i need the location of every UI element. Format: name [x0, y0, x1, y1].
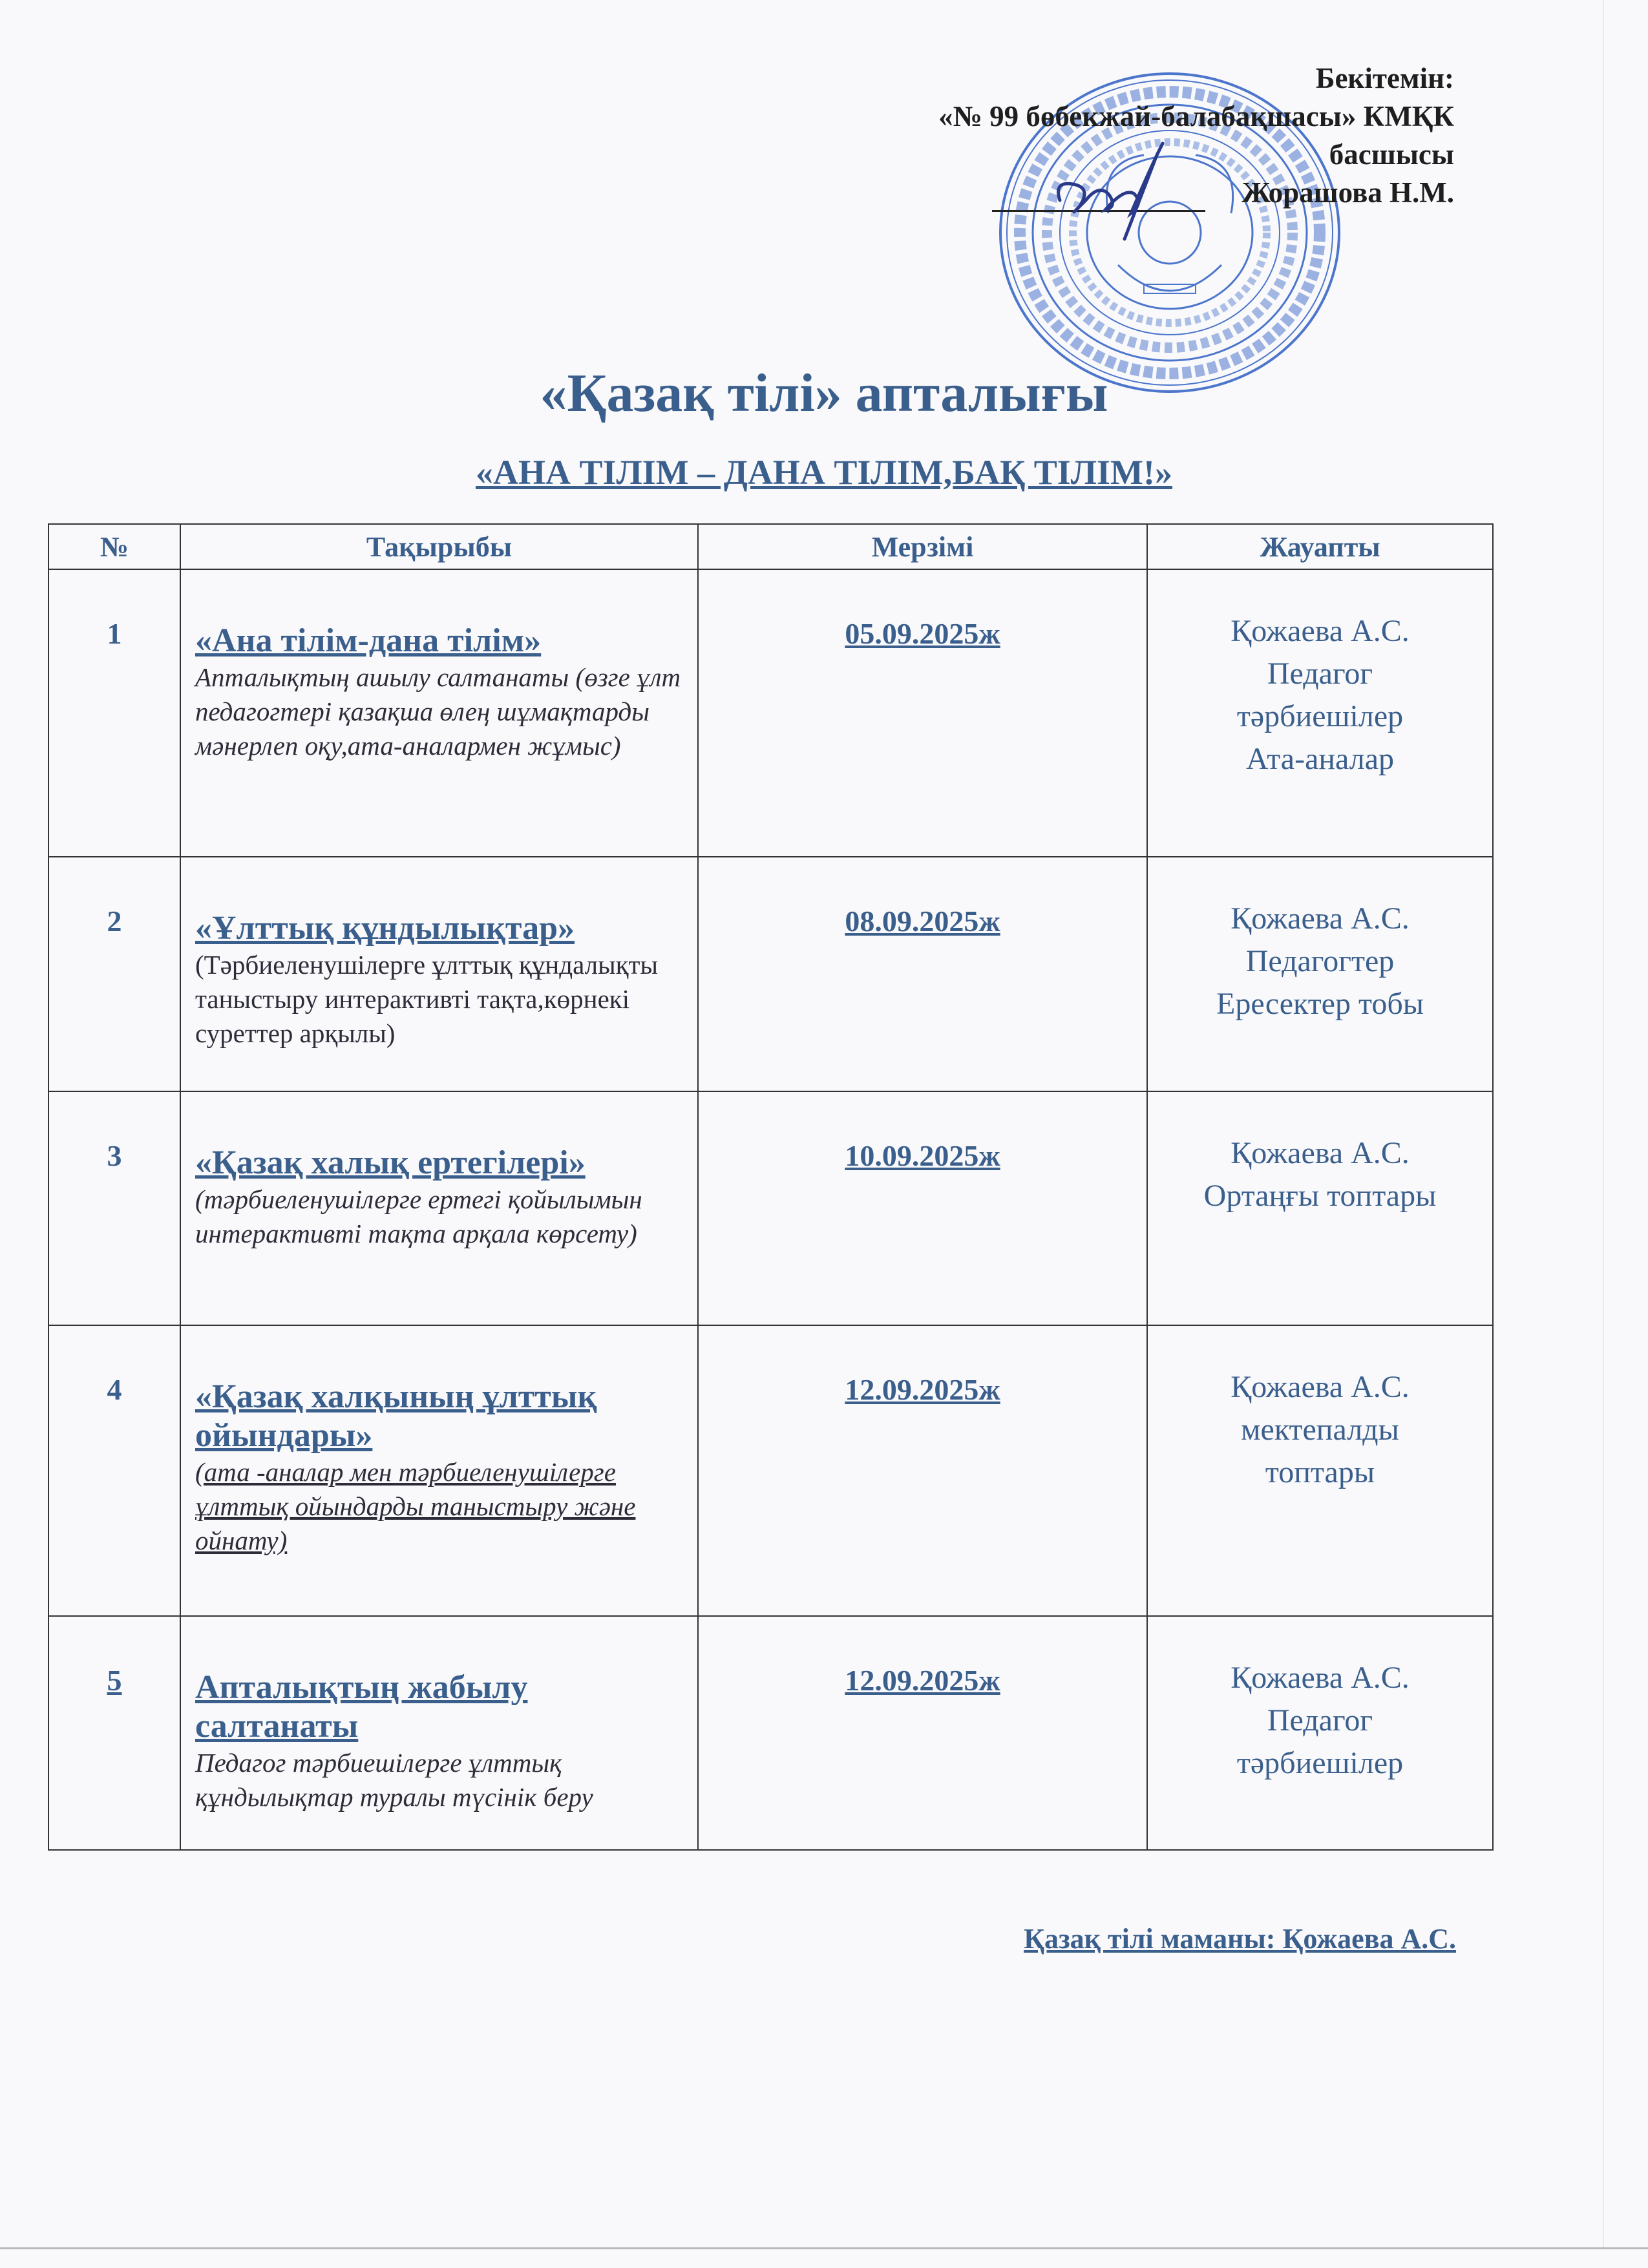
date-cell: 05.09.2025ж: [698, 569, 1147, 857]
approval-line-2: «№ 99 бөбекжай-балабақшасы» КМҚК: [938, 100, 1454, 132]
responsible-line: Ортаңғы топтары: [1203, 1179, 1437, 1213]
approval-line-4: Жорашова Н.М.: [1241, 176, 1454, 209]
table-row: [48, 1325, 1493, 1616]
topic-description: Апталықтың ашылу салтанаты (өзге ұлт педагогтері қазақша өлең шұмақтарды мәнерлеп оқу,ата-аналармен жұмыс): [195, 662, 681, 761]
topic-title: Апталықтың жабылу салтанаты: [195, 1669, 528, 1745]
topic-title: «Қазақ халқының ұлттық ойындары»: [195, 1378, 597, 1454]
topic-title: «Ана тілім-дана тілім»: [195, 622, 542, 659]
topic-cell: [180, 1325, 698, 1616]
footer-specialist: Қазақ тілі маманы: Қожаева А.С.: [1024, 1923, 1456, 1955]
responsible-cell: [1147, 857, 1493, 1091]
responsible-line: Қожаева А.С.: [1231, 1661, 1410, 1695]
date-cell: 10.09.2025ж: [698, 1091, 1147, 1325]
row-number: 3: [48, 1091, 180, 1325]
header-date: Мерзімі: [698, 524, 1147, 569]
topic-description: (Тәрбиеленушілерге ұлттық құндалықты таныстыру интерактивті тақта,көрнекі суреттер арқылы): [195, 950, 659, 1048]
topic-cell: [180, 1091, 698, 1325]
table-header-row: [48, 524, 1493, 569]
row-number: 2: [48, 857, 180, 1091]
responsible-line: тәрбиешілер: [1236, 699, 1404, 733]
header-number: №: [48, 524, 180, 569]
row-number: 1: [48, 569, 180, 857]
responsible-line: тәрбиешілер: [1236, 1746, 1404, 1780]
topic-cell: [180, 857, 698, 1091]
header-responsible: Жауапты: [1147, 524, 1493, 569]
responsible-line: топтары: [1265, 1455, 1375, 1489]
topic-title: «Ұлттық құндылықтар»: [195, 910, 575, 947]
approval-block: [938, 59, 1454, 212]
table-row: [48, 1091, 1493, 1325]
table-row: [48, 569, 1493, 857]
topic-description: (тәрбиеленушілерге ертегі қойылымын интерактивті тақта арқала көрсету): [195, 1184, 642, 1248]
date-cell: 12.09.2025ж: [698, 1325, 1147, 1616]
table-row: [48, 1616, 1493, 1850]
responsible-cell: [1147, 1091, 1493, 1325]
responsible-line: Педагог: [1267, 656, 1373, 691]
approval-line-3: басшысы: [1329, 138, 1454, 171]
schedule-table: [48, 523, 1494, 1851]
responsible-line: Педагогтер: [1245, 944, 1395, 978]
responsible-cell: [1147, 1616, 1493, 1850]
responsible-line: Педагог: [1267, 1703, 1373, 1738]
topic-cell: [180, 569, 698, 857]
table-row: [48, 857, 1493, 1091]
signature-icon: [1047, 129, 1189, 246]
page-edge: [0, 2247, 1648, 2249]
topic-description: (ата -аналар мен тәрбиеленушілерге ұлттық ойындарды таныстыру және ойнату): [195, 1457, 636, 1555]
page-edge-right: [1603, 0, 1604, 2247]
row-number: 5: [48, 1616, 180, 1850]
topic-title: «Қазақ халық ертегілері»: [195, 1144, 586, 1181]
responsible-line: Қожаева А.С.: [1231, 1370, 1410, 1404]
approval-line-1: Бекітемін:: [1315, 62, 1454, 94]
topic-description: Педагог тәрбиешілерге ұлттық құндылықтар туралы түсінік беру: [195, 1748, 593, 1812]
page-subtitle: «АНА ТІЛІМ – ДАНА ТІЛІМ,БАҚ ТІЛІМ!»: [475, 453, 1173, 492]
date-cell: 12.09.2025ж: [698, 1616, 1147, 1850]
date-cell: 08.09.2025ж: [698, 857, 1147, 1091]
row-number: 4: [48, 1325, 180, 1616]
page-title: «Қазақ тілі» апталығы: [540, 363, 1108, 423]
responsible-line: мектепалды: [1241, 1412, 1399, 1447]
header-topic: Тақырыбы: [180, 524, 698, 569]
topic-cell: [180, 1616, 698, 1850]
responsible-line: Қожаева А.С.: [1231, 901, 1410, 936]
responsible-line: Ересектер тобы: [1216, 987, 1424, 1021]
responsible-cell: [1147, 1325, 1493, 1616]
responsible-line: Ата-аналар: [1245, 742, 1395, 776]
responsible-cell: [1147, 569, 1493, 857]
responsible-line: Қожаева А.С.: [1231, 614, 1410, 648]
responsible-line: Қожаева А.С.: [1231, 1136, 1410, 1170]
